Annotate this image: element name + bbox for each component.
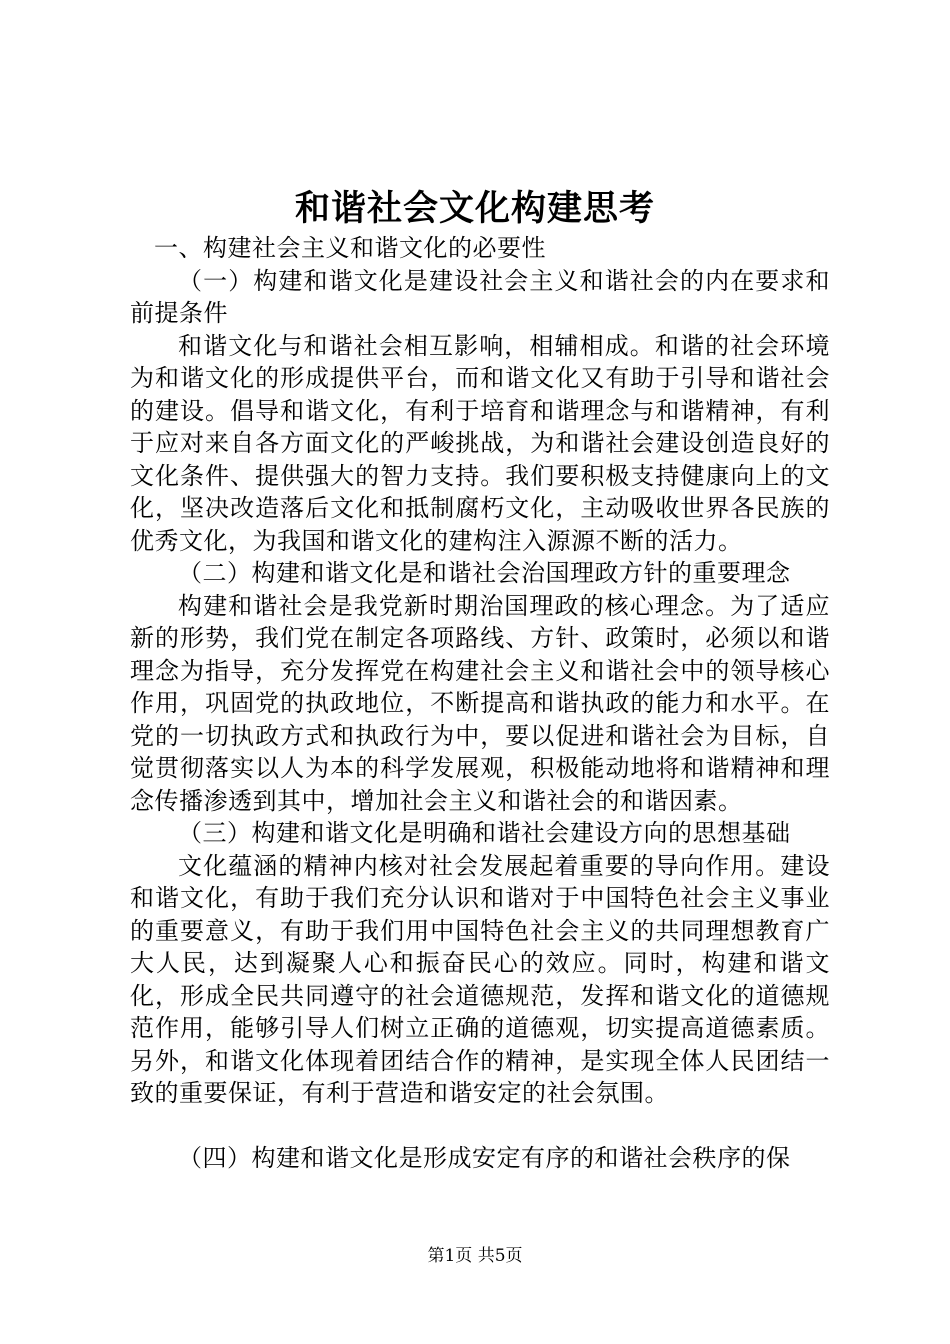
section-heading-3: （三）构建和谐文化是明确和谐社会建设方向的思想基础: [178, 819, 791, 847]
heading-level-1: 一、构建社会主义和谐文化的必要性: [154, 234, 546, 262]
page-footer: 第1页 共5页: [427, 1246, 523, 1266]
section-heading-2: （二）构建和谐文化是和谐社会治国理政方针的重要理念: [178, 559, 791, 587]
section-paragraph-1: 和谐文化与和谐社会相互影响，相辅相成。和谐的社会环境为和谐文化的形成提供平台，而和谐文化又有助于引导和谐社会的建设。倡导和谐文化，有利于培育和谐理念与和谐精神，有利于应对来自各方面文化的严峻挑战，为和谐社会建设创造良好的文化条件、提供强大的智力支持。我们要积极支持健康向上的文化，坚决改造落后文化和抵制腐朽文化，主动吸收世界各民族的优秀文化，为我国和谐文化的建构注入源源不断的活力。: [130, 331, 830, 555]
document-title: 和谐社会文化构建思考: [294, 188, 655, 229]
section-heading-1: （一）构建和谐文化是建设社会主义和谐社会的内在要求和前提条件: [130, 266, 830, 327]
section-paragraph-3: 文化蕴涵的精神内核对社会发展起着重要的导向作用。建设和谐文化，有助于我们充分认识和谐对于中国特色社会主义事业的重要意义，有助于我们用中国特色社会主义的共同理想教育广大人民，达到凝聚人心和振奋民心的效应。同时，构建和谐文化，形成全民共同遵守的社会道德规范，发挥和谐文化的道德规范作用，能够引导人们树立正确的道德观，切实提高道德素质。另外，和谐文化体现着团结合作的精神，是实现全体人民团结一致的重要保证，有利于营造和谐安定的社会氛围。: [130, 851, 830, 1107]
section-paragraph-2: 构建和谐社会是我党新时期治国理政的核心理念。为了适应新的形势，我们党在制定各项路线、方针、政策时，必须以和谐理念为指导，充分发挥党在构建社会主义和谐社会中的领导核心作用，巩固党的执政地位，不断提高和谐执政的能力和水平。在党的一切执政方式和执政行为中，要以促进和谐社会为目标，自觉贯彻落实以人为本的科学发展观，积极能动地将和谐精神和理念传播渗透到其中，增加社会主义和谐社会的和谐因素。: [130, 591, 830, 815]
section-heading-4: （四）构建和谐文化是形成安定有序的和谐社会秩序的保: [178, 1143, 791, 1172]
document-body: [130, 232, 830, 1174]
